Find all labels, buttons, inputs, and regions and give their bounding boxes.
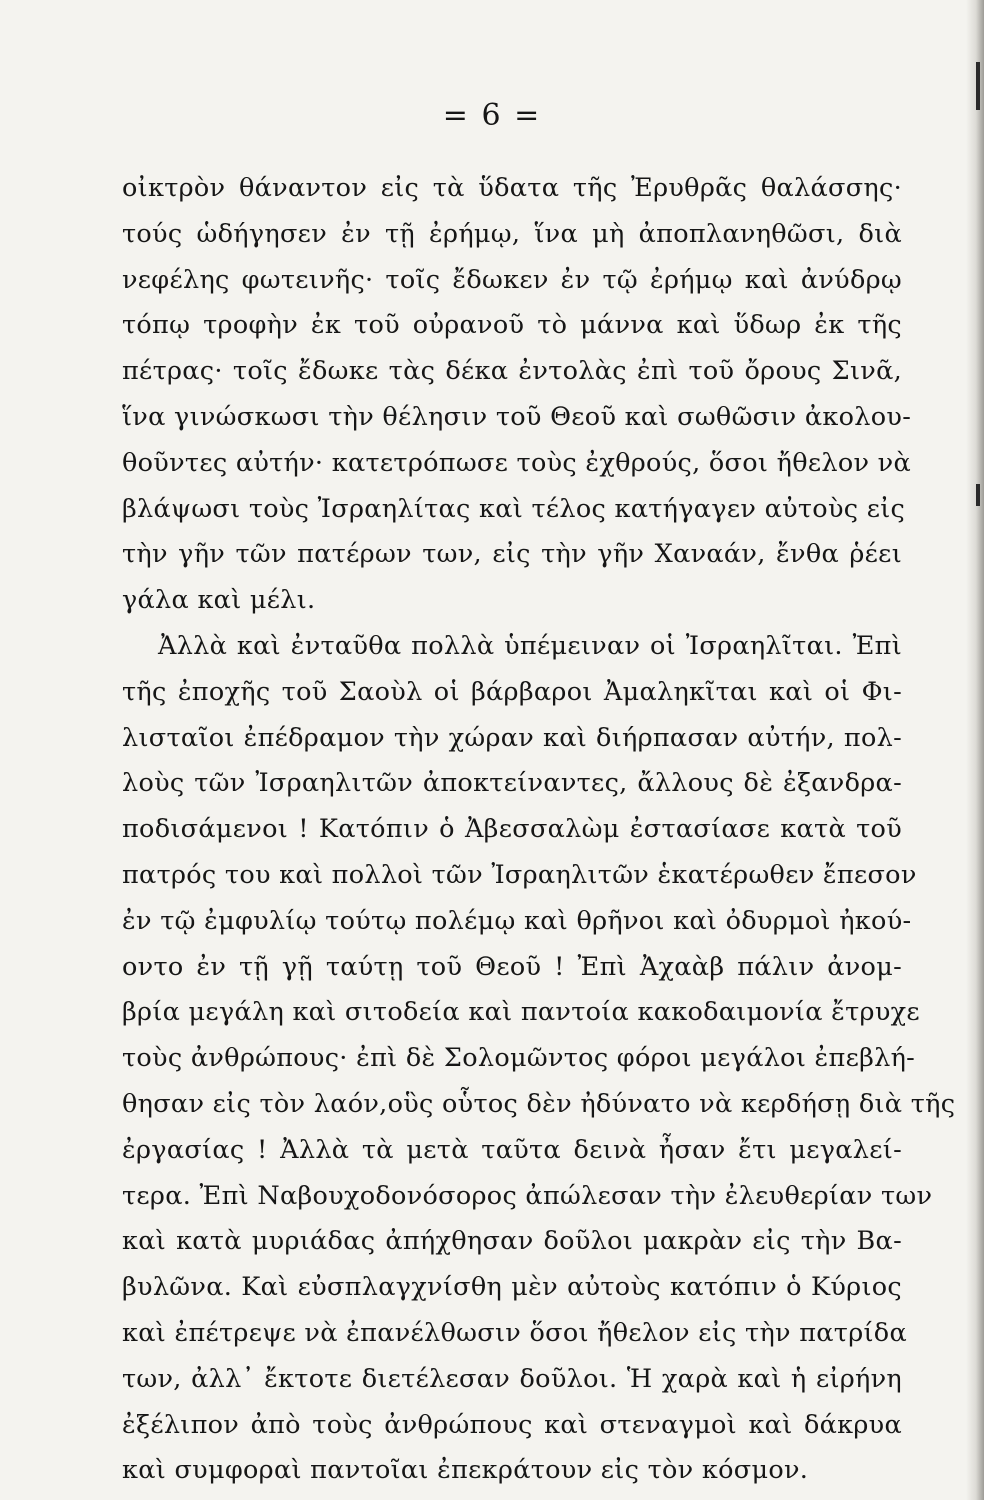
text-line: νεφέλης φωτεινῆς· τοῖς ἔδωκεν ἐν τῷ ἐρήμῳ καὶ ἀνύδρῳ <box>122 264 902 295</box>
paragraph-1 <box>122 166 912 624</box>
page-edge-shadow <box>966 0 984 1500</box>
text-line: λισταῖοι ἐπέδραμον τὴν χώραν καὶ διήρπασαν αὐτήν, πολ- <box>122 722 902 753</box>
text-line: βλάψωσι τοὺς Ἰσραηλίτας καὶ τέλος κατήγαγεν αὐτοὺς εἰς <box>122 493 906 524</box>
text-line: θοῦντες αὐτήν· κατετρόπωσε τοὺς ἐχθρούς, ὅσοι ἤθελον νὰ <box>122 447 912 478</box>
text-line: ἐν τῷ ἐμφυλίῳ τούτῳ πολέμῳ καὶ θρῆνοι καὶ ὀδυρμοὶ ἠκού- <box>122 905 912 936</box>
text-line: ἐργασίας ! Ἀλλὰ τὰ μετὰ ταῦτα δεινὰ ἦσαν ἔτι μεγαλεί- <box>122 1134 902 1165</box>
text-line: των, ἀλλ᾿ ἔκτοτε διετέλεσαν δοῦλοι. Ἡ χαρὰ καὶ ἡ εἰρήνη <box>122 1363 902 1394</box>
text-line: τοὺς ἀνθρώπους· ἐπὶ δὲ Σολομῶντος φόροι μεγάλοι ἐπεβλή- <box>122 1043 916 1074</box>
body-text <box>122 166 956 1494</box>
text-line: οντο ἐν τῇ γῇ ταύτῃ τοῦ Θεοῦ ! Ἐπὶ Ἀχαὰβ πάλιν ἀνομ- <box>122 951 902 982</box>
text-line: βρία μεγάλη καὶ σιτοδεία καὶ παντοία κακοδαιμονία ἔτρυχε <box>122 997 920 1028</box>
text-line: λοὺς τῶν Ἰσραηλιτῶν ἀποκτείναντες, ἄλλους δὲ ἐξανδρα- <box>122 768 902 799</box>
text-line: τερα. Ἐπὶ Ναβουχοδονόσορος ἀπώλεσαν τὴν ἐλευθερίαν των <box>122 1180 933 1211</box>
text-line: οἰκτρὸν θάναντον εἰς τὰ ὕδατα τῆς Ἐρυθρᾶς θαλάσσης· <box>122 173 902 203</box>
page-edge-mark <box>976 484 980 506</box>
text-line: καὶ ἐπέτρεψε νὰ ἐπανέλθωσιν ὅσοι ἤθελον εἰς τὴν πατρίδα <box>122 1317 907 1348</box>
text-line: πατρός του καὶ πολλοὶ τῶν Ἰσραηλιτῶν ἑκατέρωθεν ἔπεσον <box>122 859 917 890</box>
text-line: τόπῳ τροφὴν ἐκ τοῦ οὐρανοῦ τὸ μάννα καὶ ὕδωρ ἐκ τῆς <box>122 310 902 341</box>
text-line: τῆς ἐποχῆς τοῦ Σαοὺλ οἱ βάρβαροι Ἀμαληκῖται καὶ οἱ Φι- <box>122 676 902 707</box>
text-line: ἵνα γινώσκωσι τὴν θέλησιν τοῦ Θεοῦ καὶ σωθῶσιν ἀκολου- <box>122 401 912 432</box>
text-line: γάλα καὶ μέλι. <box>122 585 316 616</box>
text-line: βυλῶνα. Καὶ εὐσπλαγχνίσθη μὲν αὐτοὺς κατόπιν ὁ Κύριος <box>122 1272 902 1303</box>
paragraph-2 <box>122 624 956 1494</box>
text-line: ἐξέλιπον ἀπὸ τοὺς ἀνθρώπους καὶ στεναγμοὶ καὶ δάκρυα <box>122 1409 902 1440</box>
text-line: καὶ συμφοραὶ παντοῖαι ἐπεκράτουν εἰς τὸν κόσμον. <box>122 1455 809 1486</box>
text-line: πέτρας· τοῖς ἔδωκε τὰς δέκα ἐντολὰς ἐπὶ τοῦ ὄρους Σινᾶ, <box>122 356 902 387</box>
text-line: τὴν γῆν τῶν πατέρων των, εἰς τὴν γῆν Χαναάν, ἔνθα ῥέει <box>122 539 902 570</box>
text-line: τούς ὡδήγησεν ἐν τῇ ἐρήμῳ, ἵνα μὴ ἀποπλανηθῶσι, διὰ <box>122 218 902 249</box>
page-number: = 6 = <box>442 98 542 133</box>
text-line: ποδισάμενοι ! Κατόπιν ὁ Ἀβεσσαλὼμ ἐστασίασε κατὰ τοῦ <box>122 814 902 845</box>
text-line: καὶ κατὰ μυριάδας ἀπήχθησαν δοῦλοι μακρὰν εἰς τὴν Βα- <box>122 1226 902 1257</box>
text-line: Ἀλλὰ καὶ ἐνταῦθα πολλὰ ὑπέμειναν οἱ Ἰσραηλῖται. Ἐπὶ <box>158 630 902 661</box>
text-line: θησαν εἰς τὸν λαόν,οὓς οὗτος δὲν ἠδύνατο νὰ κερδήσῃ διὰ τῆς <box>122 1088 956 1119</box>
